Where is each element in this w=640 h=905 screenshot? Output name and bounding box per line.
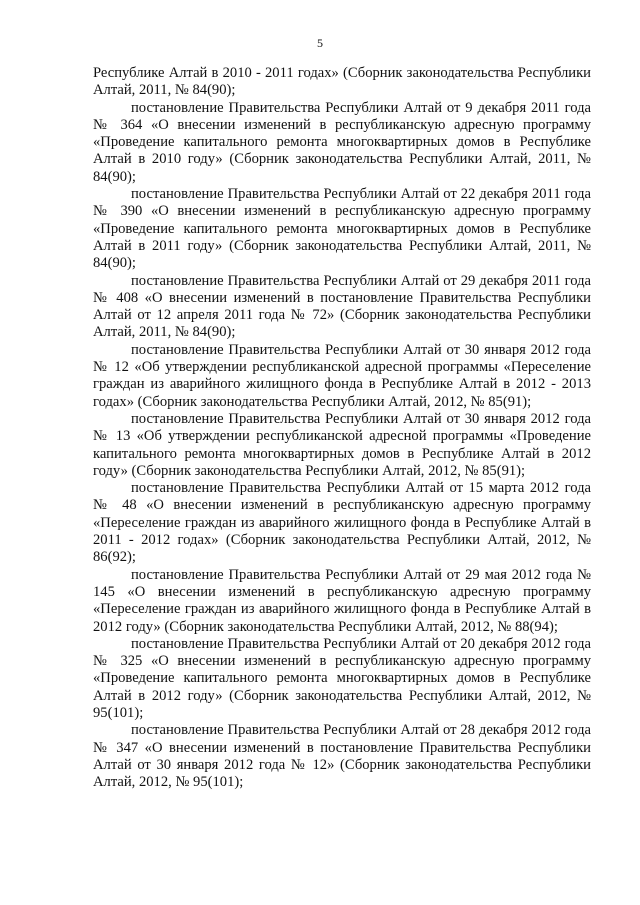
paragraph-resolution-347: постановление Правительства Республики Алтай от 28 декабря 2012 года № 347 «О внесении изменений в постановление Правительства Республики Алтай от 30 января 2012 года № 12» (Сборник законодательства Республики Алтай, 2012, № 95(101);	[93, 722, 591, 791]
paragraph-resolution-408: постановление Правительства Республики Алтай от 29 декабря 2011 года № 408 «О внесении изменений в постановление Правительства Республики Алтай от 12 апреля 2011 года № 72» (Сборник законодательства Республики Алтай, 2011, № 84(90);	[93, 272, 591, 341]
paragraph-resolution-13: постановление Правительства Республики Алтай от 30 января 2012 года № 13 «Об утверждении республиканской адресной программы «Проведение капитального ремонта многоквартирных домов в Республике Алтай в 2012 году» (Сборник законодательства Республики Алтай, 2012, № 85(91);	[93, 410, 591, 479]
paragraph-resolution-145: постановление Правительства Республики Алтай от 29 мая 2012 года № 145 «О внесении изменений в республиканскую адресную программу «Переселение граждан из аварийного жилищного фонда в Республике Алтай в 2012 году» (Сборник законодательства Республики Алтай, 2012, № 88(94);	[93, 566, 591, 635]
paragraph-resolution-325: постановление Правительства Республики Алтай от 20 декабря 2012 года № 325 «О внесении изменений в республиканскую адресную программу «Проведение капитального ремонта многоквартирных домов в Республике Алтай в 2012 году» (Сборник законодательства Республики Алтай, 2012, № 95(101);	[93, 635, 591, 721]
paragraph-resolution-390: постановление Правительства Республики Алтай от 22 декабря 2011 года № 390 «О внесении изменений в республиканскую адресную программу «Проведение капитального ремонта многоквартирных домов в Республике Алтай в 2011 году» (Сборник законодательства Республики Алтай, 2011, № 84(90);	[93, 186, 591, 272]
paragraph-resolution-48: постановление Правительства Республики Алтай от 15 марта 2012 года № 48 «О внесении изменений в республиканскую адресную программу «Переселение граждан из аварийного жилищного фонда в Республике Алтай в 2011 - 2012 годах» (Сборник законодательства Республики Алтай, 2012, № 86(92);	[93, 480, 591, 566]
paragraph-resolution-364: постановление Правительства Республики Алтай от 9 декабря 2011 года № 364 «О внесении изменений в республиканскую адресную программу «Проведение капитального ремонта многоквартирных домов в Республике Алтай в 2010 году» (Сборник законодательства Республики Алтай, 2011, № 84(90);	[93, 99, 591, 185]
document-body	[93, 65, 591, 791]
paragraph-continuation: Республике Алтай в 2010 - 2011 годах» (Сборник законодательства Республики Алтай, 2011, № 84(90);	[93, 65, 591, 99]
paragraph-resolution-12: постановление Правительства Республики Алтай от 30 января 2012 года № 12 «Об утверждении республиканской адресной программы «Переселение граждан из аварийного жилищного фонда в Республике Алтай в 2012 - 2013 годах» (Сборник законодательства Республики Алтай, 2012, № 85(91);	[93, 341, 591, 410]
page-number: 5	[317, 36, 323, 50]
